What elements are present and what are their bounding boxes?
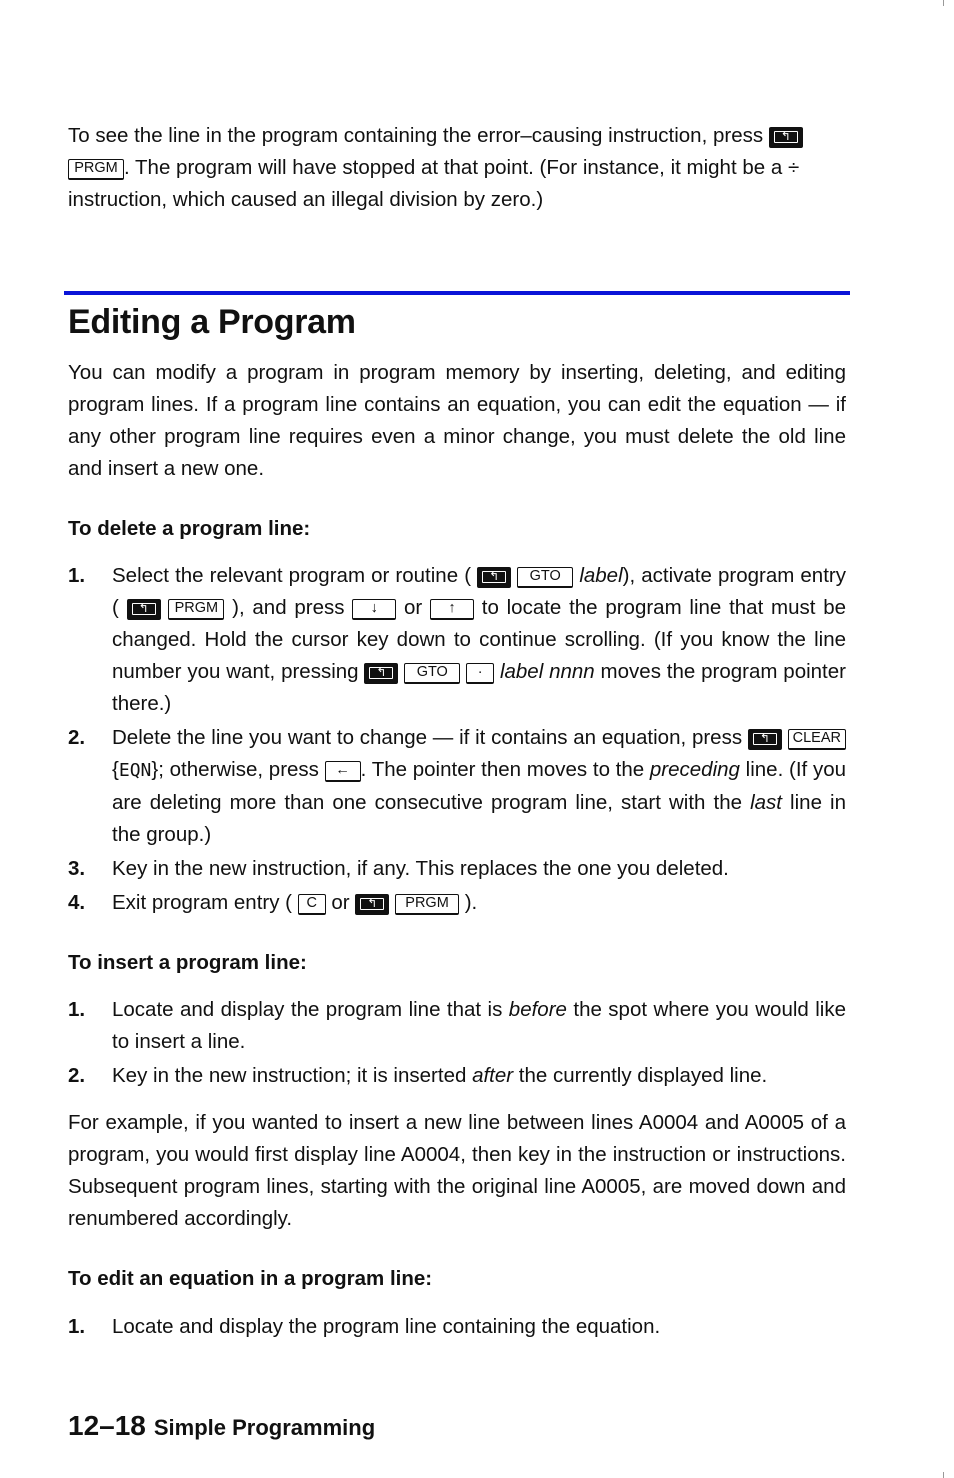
last-term: last — [750, 791, 782, 814]
edit-step-1: 1. Locate and display the program line containing the equation. — [68, 1311, 846, 1343]
section-rule — [64, 291, 850, 295]
crop-mark-top — [943, 0, 950, 6]
edit-subheading: To edit an equation in a program line: — [68, 1267, 433, 1290]
page-number: 12–18 — [68, 1410, 146, 1441]
page-footer — [68, 1406, 375, 1449]
shift-key: ↰ — [355, 894, 389, 915]
insert-steps-list — [68, 994, 846, 1094]
delete-steps-list — [68, 560, 846, 921]
step-number: 2. — [68, 726, 86, 749]
delete-step-2: 2. Delete the line you want to change — if it contains an equation, press ↰ CLEAR {EQN}; otherwise, press ← . The pointer then moves to the preceding line. (If you are deleting more than one consecutive program line, start with the last line in the group.) — [68, 722, 846, 851]
after-term: after — [472, 1064, 514, 1087]
intro-paragraph — [68, 120, 846, 216]
shift-key: ↰ — [127, 599, 161, 620]
delete-step-1: 1. Select the relevant program or routine ( ↰ GTO label), activate program entry ( ↰ PRGM ), and press ↓ or ↑ to locate the program line that must be changed. Hold the cursor key down to continue scrolling. (If you know the line number you want, pressing ↰ GTO · label nnnn moves the program pointer there.) — [68, 560, 846, 720]
up-arrow-key: ↑ — [430, 599, 474, 620]
step-number: 2. — [68, 1064, 86, 1087]
preceding-term: preceding — [649, 758, 740, 781]
step-number: 1. — [68, 564, 86, 587]
shift-key: ↰ — [769, 127, 803, 148]
editing-intro-paragraph: You can modify a program in program memory by inserting, deleting, and editing program lines. If a program line contains an equation, you can edit the equation — if any other program line requires even a minor change, you must delete the old line and insert a new one. — [68, 361, 846, 480]
intro-text-3: instruction, which caused an illegal division by zero.) — [68, 188, 544, 211]
insert-step-2: 2. Key in the new instruction; it is inserted after the currently displayed line. — [68, 1060, 846, 1092]
dot-key: · — [466, 663, 494, 684]
insert-example-paragraph: For example, if you wanted to insert a new line between lines A0004 and A0005 of a program, you would first display line A0004, then key in the instruction or instructions. Subsequent program lines, starting with the original line A0005, are moved down and renumbered accordingly. — [68, 1111, 846, 1230]
step-number: 4. — [68, 891, 86, 914]
prgm-key: PRGM — [168, 599, 224, 620]
step-number: 1. — [68, 998, 86, 1021]
before-term: before — [508, 998, 567, 1021]
delete-step-4: 4. Exit program entry ( C or ↰ PRGM ). — [68, 887, 846, 919]
label-nnnn-term: label nnnn — [499, 660, 595, 683]
delete-step-3: 3. Key in the new instruction, if any. This replaces the one you deleted. — [68, 853, 846, 885]
clear-key: CLEAR — [788, 729, 846, 750]
section-heading: Editing a Program — [68, 303, 356, 341]
down-arrow-key: ↓ — [352, 599, 396, 620]
shift-key: ↰ — [748, 729, 782, 750]
shift-key: ↰ — [364, 663, 398, 684]
crop-mark-bottom — [943, 1472, 950, 1478]
intro-text-1: To see the line in the program containing the error–causing instruction, press — [68, 124, 769, 147]
chapter-title: Simple Programming — [153, 1415, 376, 1440]
c-key: C — [298, 894, 326, 915]
intro-text-2: . The program will have stopped at that point. (For instance, it might be a — [124, 156, 788, 179]
shift-key: ↰ — [477, 567, 511, 588]
gto-key: GTO — [517, 567, 573, 588]
backspace-key: ← — [325, 761, 361, 782]
delete-subheading: To delete a program line: — [68, 517, 311, 540]
edit-steps-list — [68, 1311, 846, 1345]
insert-step-1: 1. Locate and display the program line that is before the spot where you would like to insert a line. — [68, 994, 846, 1058]
eqn-menu-label: EQN — [118, 760, 152, 781]
insert-subheading: To insert a program line: — [68, 951, 307, 974]
divide-symbol: ÷ — [787, 156, 800, 179]
label-term: label — [579, 564, 623, 587]
prgm-key: PRGM — [395, 894, 459, 915]
step-number: 1. — [68, 1315, 86, 1338]
prgm-key: PRGM — [68, 159, 124, 180]
step-number: 3. — [68, 857, 86, 880]
gto-key: GTO — [404, 663, 460, 684]
